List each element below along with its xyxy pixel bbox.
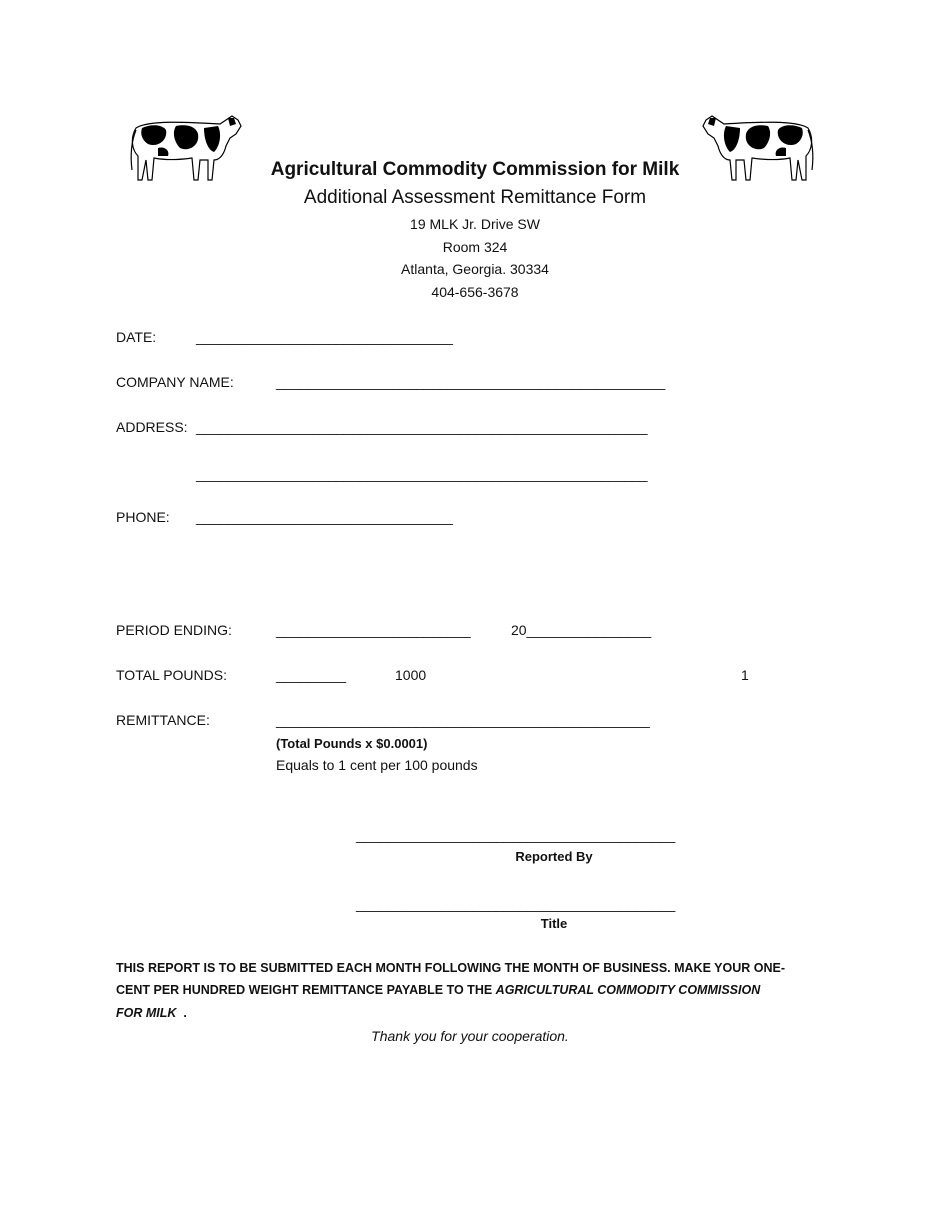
page-title: Agricultural Commodity Commission for Milk [270,159,680,180]
company-name-field[interactable]: __________________________________________________ [276,374,666,390]
total-pounds-field[interactable]: _________ [276,667,347,683]
title-field[interactable]: _________________________________________ [356,896,676,912]
footer-line2-commission: AGRICULTURAL COMMODITY COMMISSION [495,983,761,997]
reported-by-field[interactable]: _________________________________________ [356,827,676,843]
remittance-note: Equals to 1 cent per 100 pounds [276,757,478,773]
address-field-line2[interactable]: __________________________________________________________ [196,466,648,482]
period-ending-label: PERIOD ENDING: [116,622,232,638]
page-subtitle: Additional Assessment Remittance Form [303,187,647,208]
footer-line3-suffix: . [176,1006,187,1020]
address-label: ADDRESS: [116,419,188,435]
footer-line2 [116,983,760,997]
reported-by-label: Reported By [515,849,593,864]
period-ending-field[interactable]: _________________________ [276,622,471,638]
remittance-field[interactable]: ________________________________________________ [276,712,650,728]
pounds-multiplier: 1 [741,667,749,683]
phone-field[interactable]: _________________________________ [196,509,453,525]
thank-you-note: Thank you for your cooperation. [371,1028,569,1044]
pounds-divisor: 1000 [395,667,427,683]
address-street: 19 MLK Jr. Drive SW [410,216,540,232]
header-phone: 404-656-3678 [431,284,519,300]
address-city: Atlanta, Georgia. 30334 [401,261,549,277]
date-label: DATE: [116,329,157,345]
address-field-line1[interactable]: __________________________________________________________ [196,419,648,435]
address-room: Room 324 [442,239,508,255]
footer-line3 [116,1006,187,1020]
date-field[interactable]: _________________________________ [196,329,453,345]
company-name-label: COMPANY NAME: [116,374,234,390]
footer-line2-prefix: CENT PER HUNDRED WEIGHT REMITTANCE PAYABLE TO THE [116,983,496,997]
remittance-formula: (Total Pounds x $0.0001) [276,736,428,751]
footer-line3-commission: FOR MILK [116,1006,177,1020]
title-label: Title [540,916,568,931]
remittance-label: REMITTANCE: [116,712,210,728]
total-pounds-label: TOTAL POUNDS: [116,667,227,683]
period-year-field[interactable]: 20________________ [511,622,652,638]
footer-line1: THIS REPORT IS TO BE SUBMITTED EACH MONTH FOLLOWING THE MONTH OF BUSINESS. MAKE YOUR ONE- [116,961,785,975]
phone-label: PHONE: [116,509,170,525]
